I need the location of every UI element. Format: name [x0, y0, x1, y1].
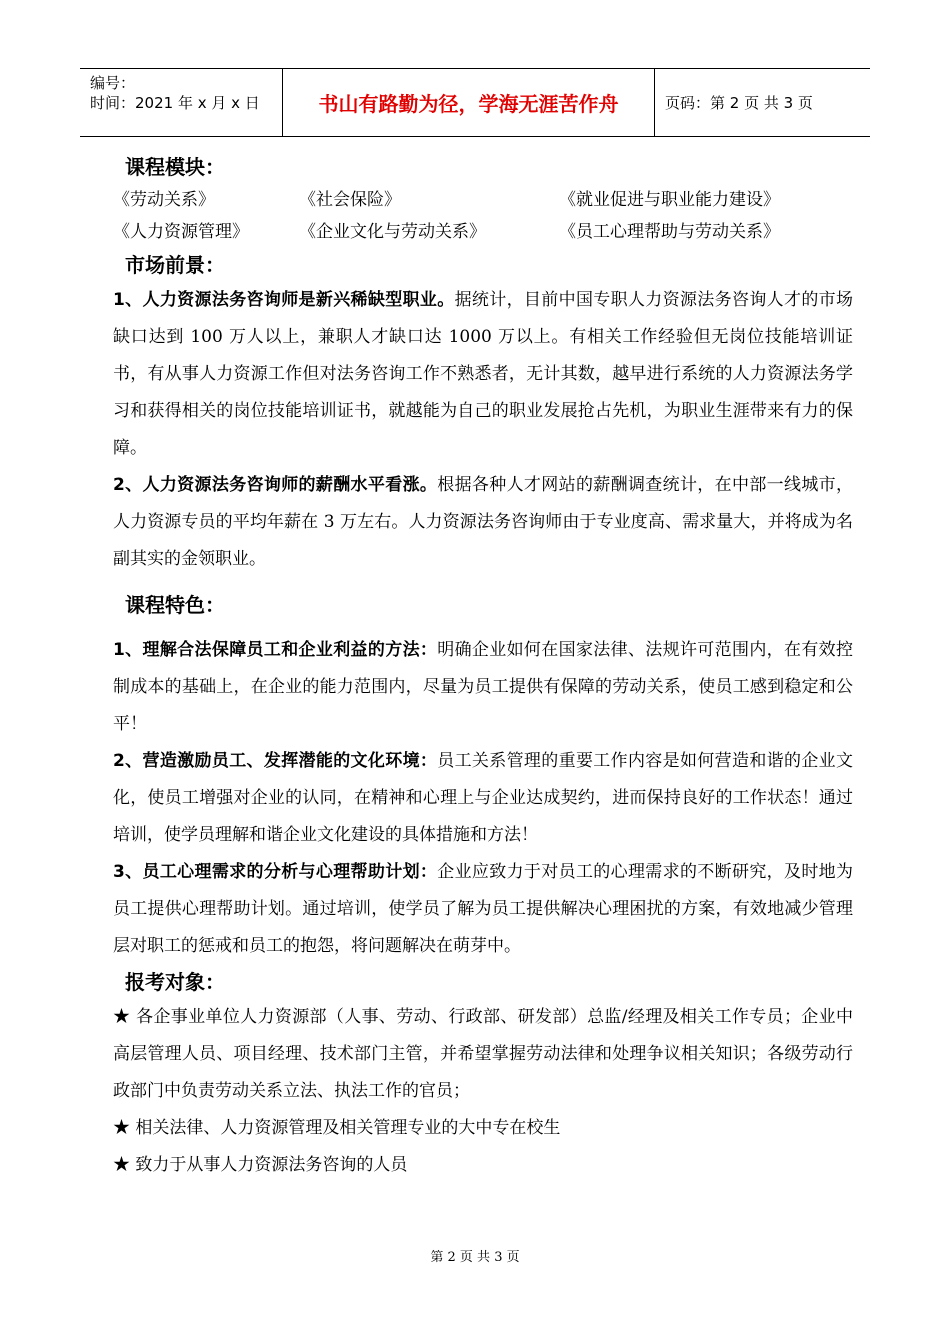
market-paragraph-2	[113, 467, 853, 578]
market-heading: 市场前景：	[125, 253, 225, 277]
module-item: 《员工心理帮助与劳动关系》	[559, 222, 780, 242]
modules-heading: 课程模块：	[125, 155, 225, 179]
feature-paragraph-1	[113, 632, 853, 743]
feature-paragraph-2	[113, 743, 853, 854]
page-header	[80, 68, 870, 137]
time-label: 时间：2021 年 x 月 x 日	[90, 94, 260, 112]
module-item: 《企业文化与劳动关系》	[299, 222, 486, 242]
feature-lead-2: 2、营造激励员工、发挥潜能的文化环境：	[113, 751, 438, 771]
module-item: 《社会保险》	[299, 190, 401, 210]
feature-text-3: 企业应致力于对员工的心理需求的不断研究，及时地为员工提供心理帮助计划。通过培训，使学员了解为员工提供解决心理困扰的方案，有效地减少管理层对职工的惩戒和员工的抱怨，将问题解决在萌芽中。	[113, 862, 854, 956]
audience-item: ★ 致力于从事人力资源法务咨询的人员	[113, 1155, 408, 1175]
market-lead-2: 2、人力资源法务咨询师的薪酬水平看涨。	[113, 475, 438, 495]
document-body	[113, 150, 853, 1184]
page-indicator: 页码：第 2 页 共 3 页	[665, 94, 813, 112]
feature-lead-3: 3、员工心理需求的分析与心理帮助计划：	[113, 862, 438, 882]
header-meta	[80, 69, 283, 136]
number-label: 编号：	[90, 74, 136, 92]
audience-item: ★ 相关法律、人力资源管理及相关管理专业的大中专在校生	[113, 1118, 561, 1138]
page-footer: 第 2 页 共 3 页	[430, 1250, 520, 1265]
module-item: 《就业促进与职业能力建设》	[559, 190, 780, 210]
module-list	[113, 184, 853, 248]
feature-paragraph-3	[113, 854, 853, 965]
feature-text-2: 员工关系管理的重要工作内容是如何营造和谐的企业文化，使员工增强对企业的认同，在精神和心理上与企业达成契约，进而保持良好的工作状态！通过培训，使学员理解和谐企业文化建设的具体措施和方法！	[113, 751, 854, 845]
market-lead-1: 1、人力资源法务咨询师是新兴稀缺型职业。	[113, 290, 455, 310]
module-item: 《人力资源管理》	[113, 222, 249, 242]
module-item: 《劳动关系》	[113, 190, 215, 210]
audience-heading: 报考对象：	[125, 970, 225, 994]
feature-text-1: 明确企业如何在国家法律、法规许可范围内，在有效控制成本的基础上，在企业的能力范围内，尽量为员工提供有保障的劳动关系，使员工感到稳定和公平！	[113, 640, 854, 734]
feature-lead-1: 1、理解合法保障员工和企业利益的方法：	[113, 640, 438, 660]
market-text-1: 据统计，目前中国专职人力资源法务咨询人才的市场缺口达到 100 万人以上，兼职人才缺口达 1000 万以上。有相关工作经验但无岗位技能培训证书，有从事人力资源工作但对法务咨询工作不熟悉者，无计其数，越早进行系统的人力资源法务学习和获得相关的岗位技能培训证书，就越能为自己的职业发展抢占先机，为职业生涯带来有力的保障。	[113, 290, 854, 458]
market-text-2: 根据各种人才网站的薪酬调查统计，在中部一线城市，人力资源专员的平均年薪在 3 万左右。人力资源法务咨询师由于专业度高、需求量大，并将成为名副其实的金领职业。	[113, 475, 854, 569]
audience-item: ★ 各企事业单位人力资源部（人事、劳动、行政部、研发部）总监/经理及相关工作专员；企业中高层管理人员、项目经理、技术部门主管，并希望掌握劳动法律和处理争议相关知识；各级劳动行政部门中负责劳动关系立法、执法工作的官员；	[113, 1007, 853, 1101]
market-paragraph-1	[113, 282, 853, 467]
features-heading: 课程特色：	[125, 593, 225, 617]
header-motto: 书山有路勤为径，学海无涯苦作舟	[283, 69, 655, 136]
